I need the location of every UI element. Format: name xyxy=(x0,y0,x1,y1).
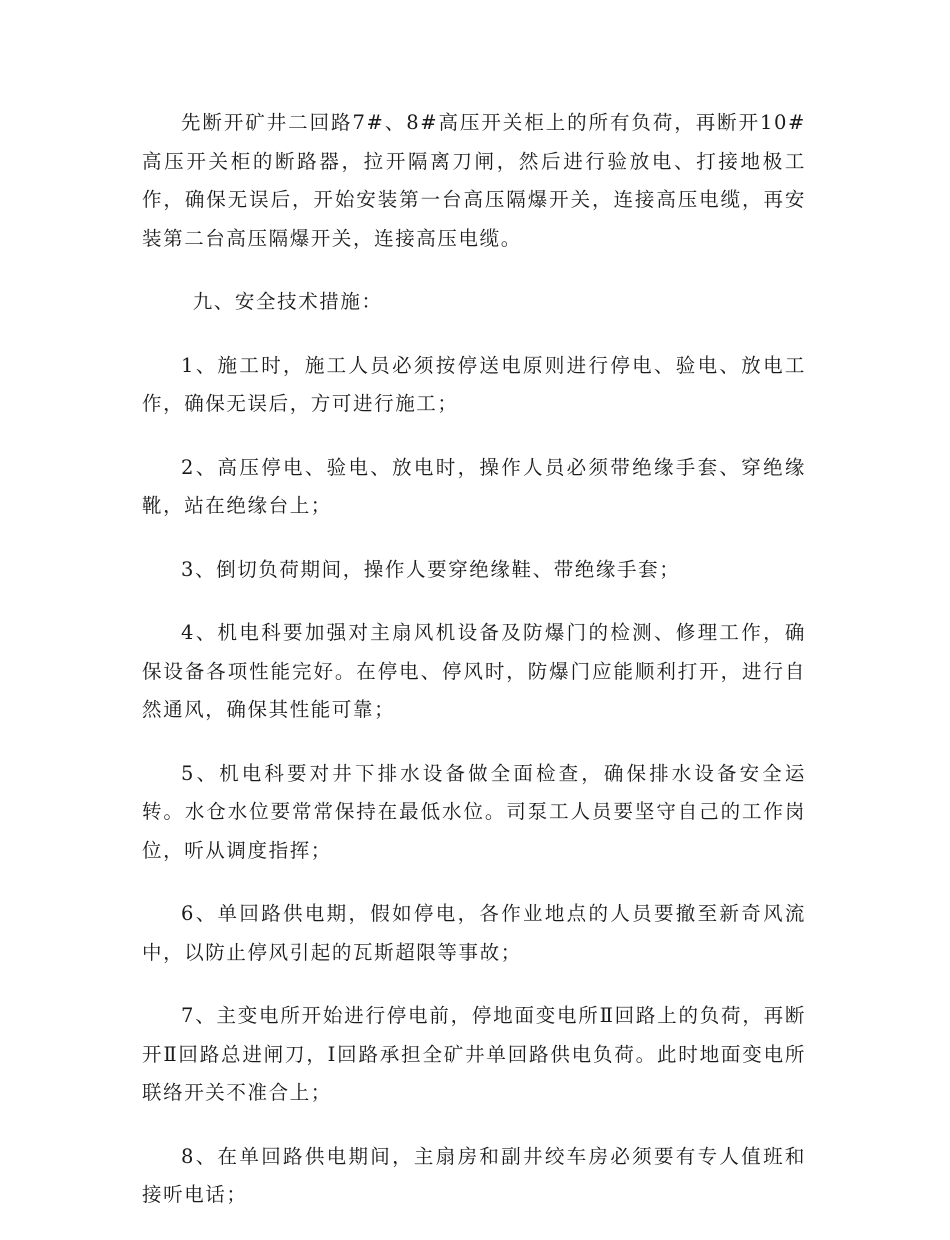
list-item: 3、倒切负荷期间，操作人要穿绝缘鞋、带绝缘手套； xyxy=(181,557,681,581)
document-page xyxy=(142,104,806,1240)
list-item: 6、单回路供电期，假如停电，各作业地点的人员要撤至新奇风流中，以防止停风引起的瓦斯超限等事故； xyxy=(142,902,806,964)
list-item: 2、高压停电、验电、放电时，操作人员必须带绝缘手套、穿绝缘靴，站在绝缘台上； xyxy=(142,455,806,517)
list-item: 8、在单回路供电期间，主扇房和副井绞车房必须要有专人值班和接听电话； xyxy=(142,1144,806,1206)
section-heading: 九、安全技术措施： xyxy=(192,290,383,313)
list-item: 5、机电科要对井下排水设备做全面检查，确保排水设备安全运转。水仓水位要常常保持在最低水位。司泵工人员要坚守自己的工作岗位，听从调度指挥； xyxy=(142,761,806,862)
list-item: 7、主变电所开始进行停电前，停地面变电所Ⅱ回路上的负荷，再断开Ⅱ回路总进闸刀，Ⅰ回路承担全矿井单回路供电负荷。此时地面变电所联络开关不准合上； xyxy=(142,1004,806,1104)
list-item: 1、施工时，施工人员必须按停送电原则进行停电、验电、放电工作，确保无误后，方可进行施工； xyxy=(142,353,806,415)
list-item: 4、机电科要加强对主扇风机设备及防爆门的检测、修理工作，确保设备各项性能完好。在停电、停风时，防爆门应能顺利打开，进行自然通风，确保其性能可靠； xyxy=(142,621,806,721)
intro-paragraph: 先断开矿井二回路7#、8#高压开关柜上的所有负荷，再断开10#高压开关柜的断路器，拉开隔离刀闸，然后进行验放电、打接地极工作，确保无误后，开始安装第一台高压隔爆开关，连接高压电缆，再安装第二台高压隔爆开关，连接高压电缆。 xyxy=(142,111,806,250)
